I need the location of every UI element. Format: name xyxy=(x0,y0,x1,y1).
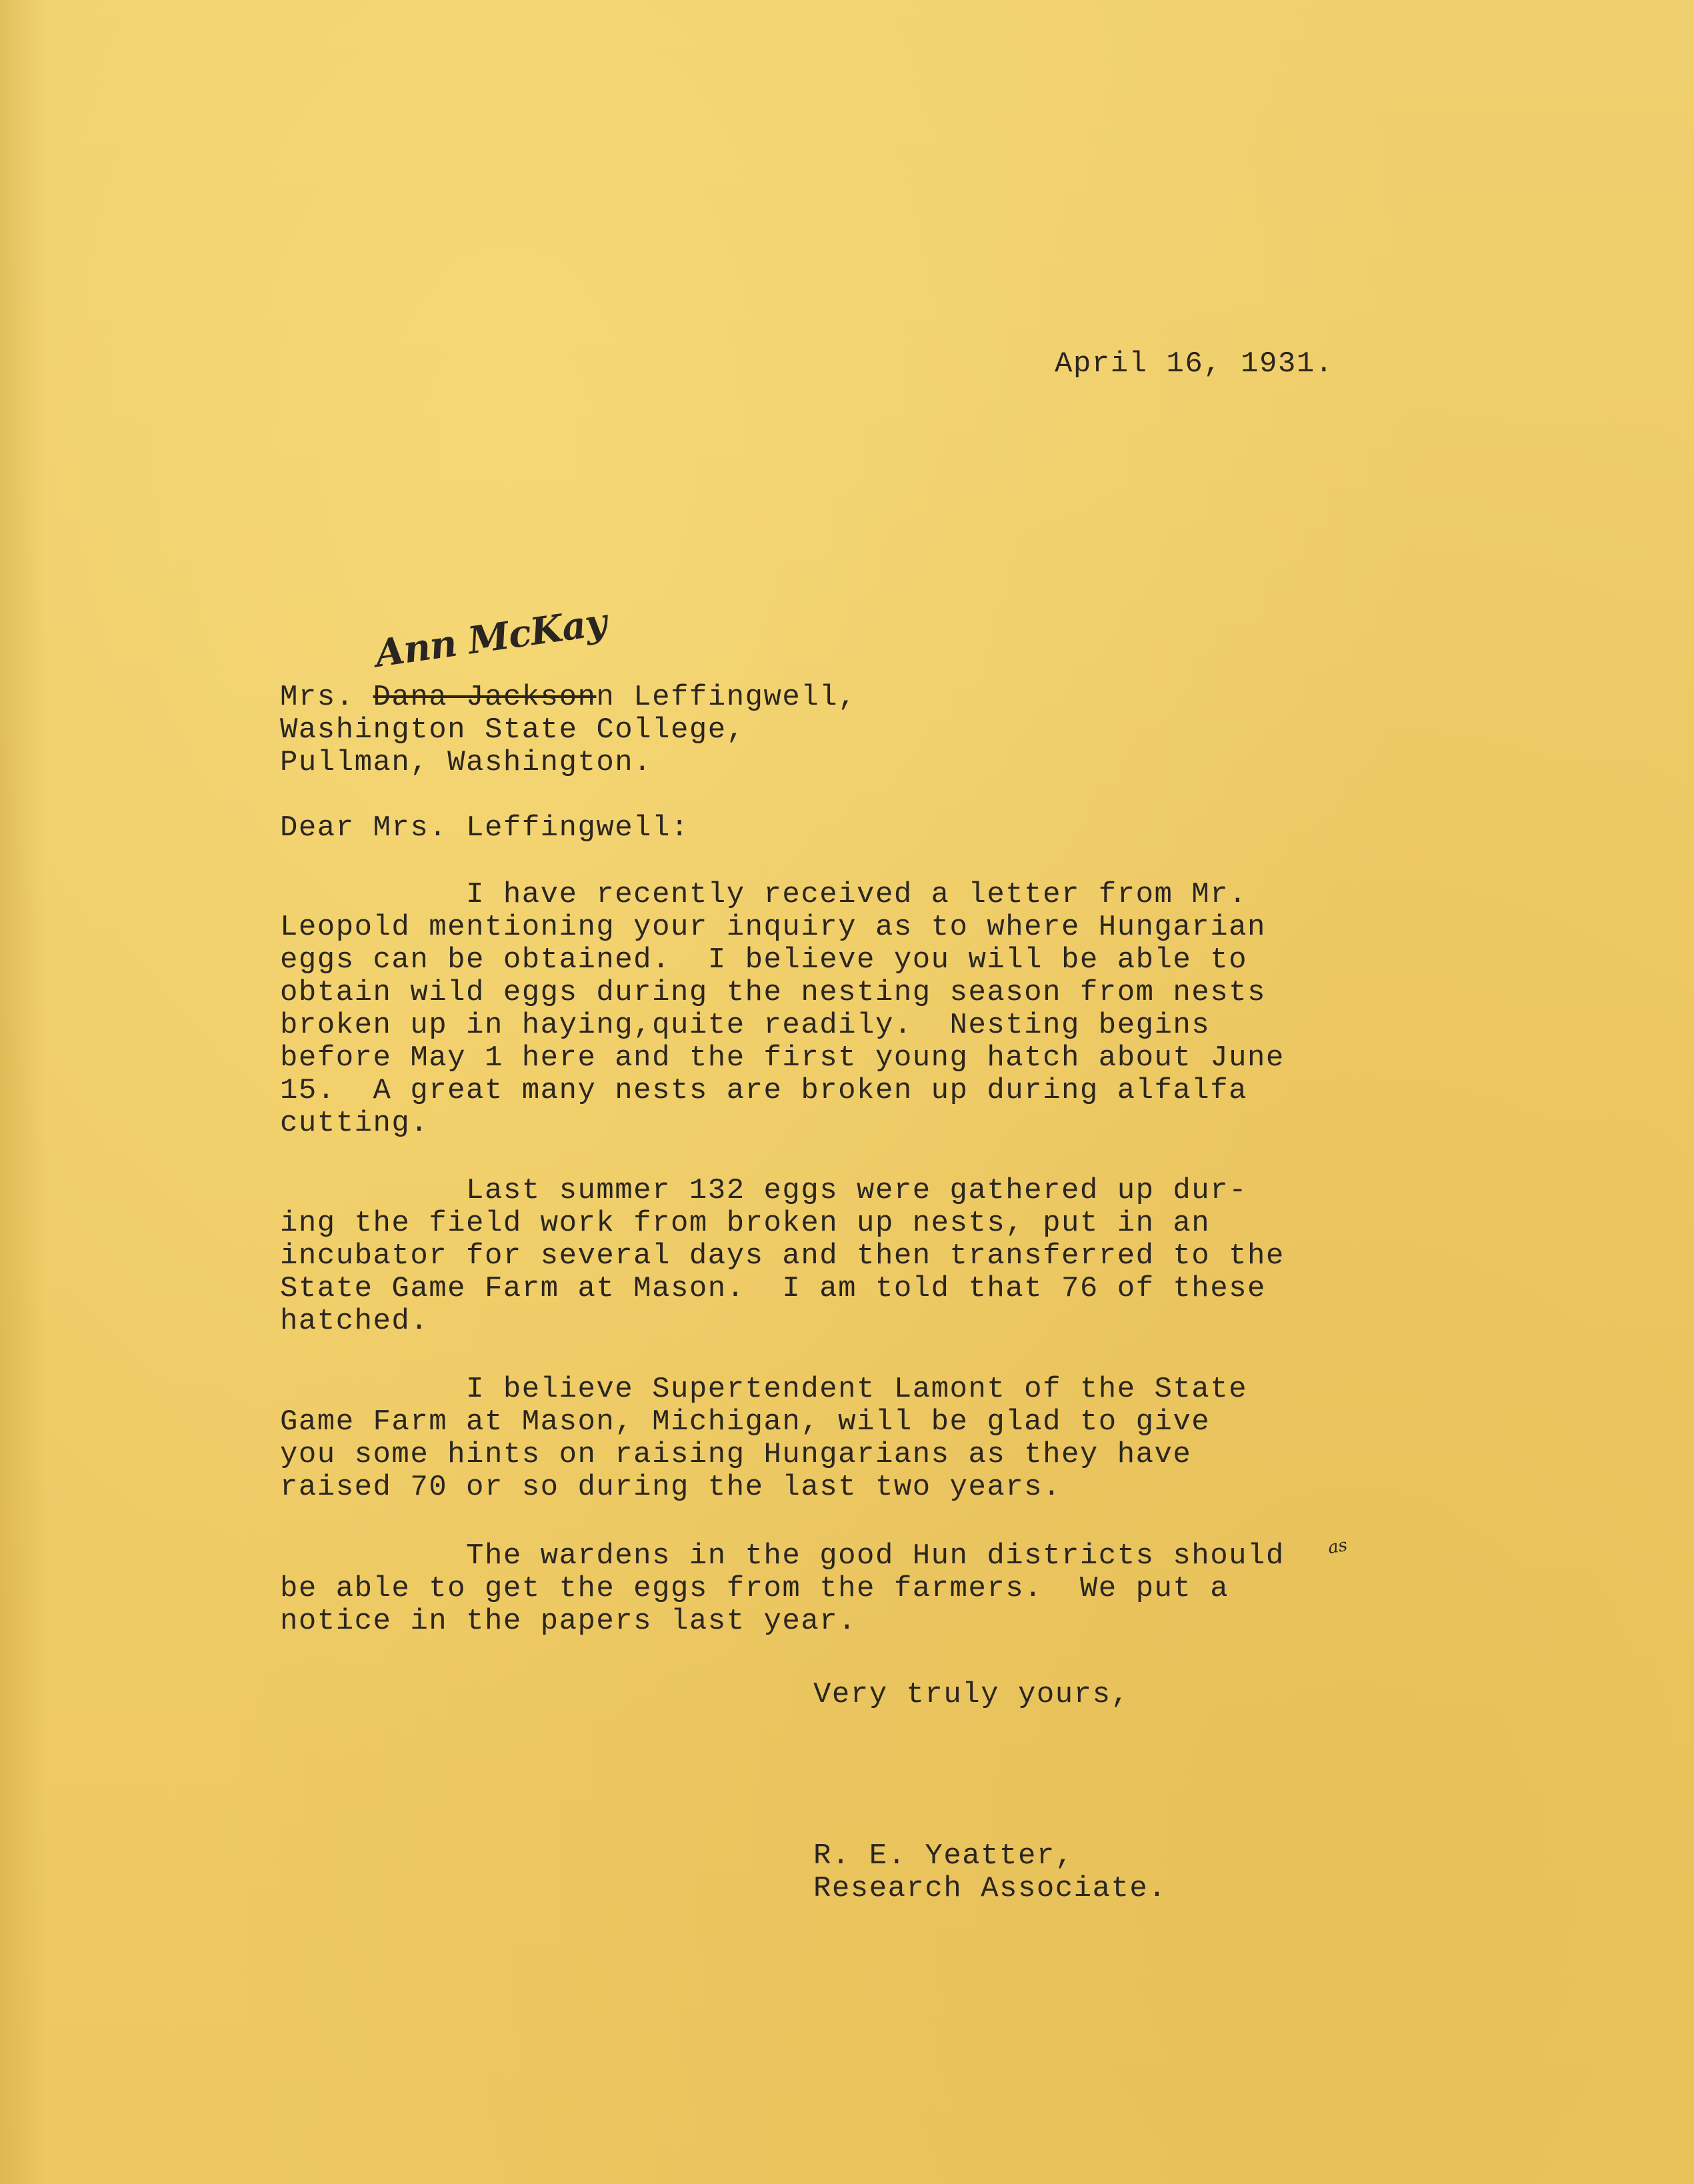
signer-name: R. E. Yeatter, xyxy=(813,1839,1074,1873)
recipient-address xyxy=(280,681,857,779)
salutation: Dear Mrs. Leffingwell: xyxy=(280,811,689,845)
handwritten-insertion: as xyxy=(1326,1535,1349,1559)
address-line-city: Pullman, Washington. xyxy=(280,746,653,779)
signature-block xyxy=(813,1840,1167,1905)
signer-title: Research Associate. xyxy=(813,1872,1167,1905)
complimentary-close: Very truly yours, xyxy=(813,1678,1130,1711)
address-line-institution: Washington State College, xyxy=(280,713,745,747)
letter-date: April 16, 1931. xyxy=(1055,347,1334,381)
body-paragraph-2: Last summer 132 eggs were gathered up dur- ing the field work from broken up nests, put in an incubator for several days and then transferred to the State Game Farm at Mason. I am told that 76 of these hatched. xyxy=(280,1174,1285,1338)
handwritten-name-correction: Ann McKay xyxy=(372,600,609,676)
struck-out-name: Dana Jackson xyxy=(373,681,597,714)
body-paragraph-1: I have recently received a letter from Mr. Leopold mentioning your inquiry as to where Hungarian eggs can be obtained. I believe you will be able to obtain wild eggs during the nesting season from nests broken up in haying,quite readily. Nesting begins before May 1 here and the first young hatch about June 15. A great many nests are broken up during alfalfa cutting. xyxy=(280,878,1285,1140)
body-paragraph-3: I believe Supertendent Lamont of the State Game Farm at Mason, Michigan, will be glad to give you some hints on raising Hungarians as they have raised 70 or so during the last two years. xyxy=(280,1373,1248,1504)
body-paragraph-4: The wardens in the good Hun districts should be able to get the eggs from the farmers. We put a notice in the papers last year. xyxy=(280,1539,1285,1638)
address-prefix: Mrs. xyxy=(280,681,373,714)
recipient-surname: n Leffingwell, xyxy=(596,681,857,714)
